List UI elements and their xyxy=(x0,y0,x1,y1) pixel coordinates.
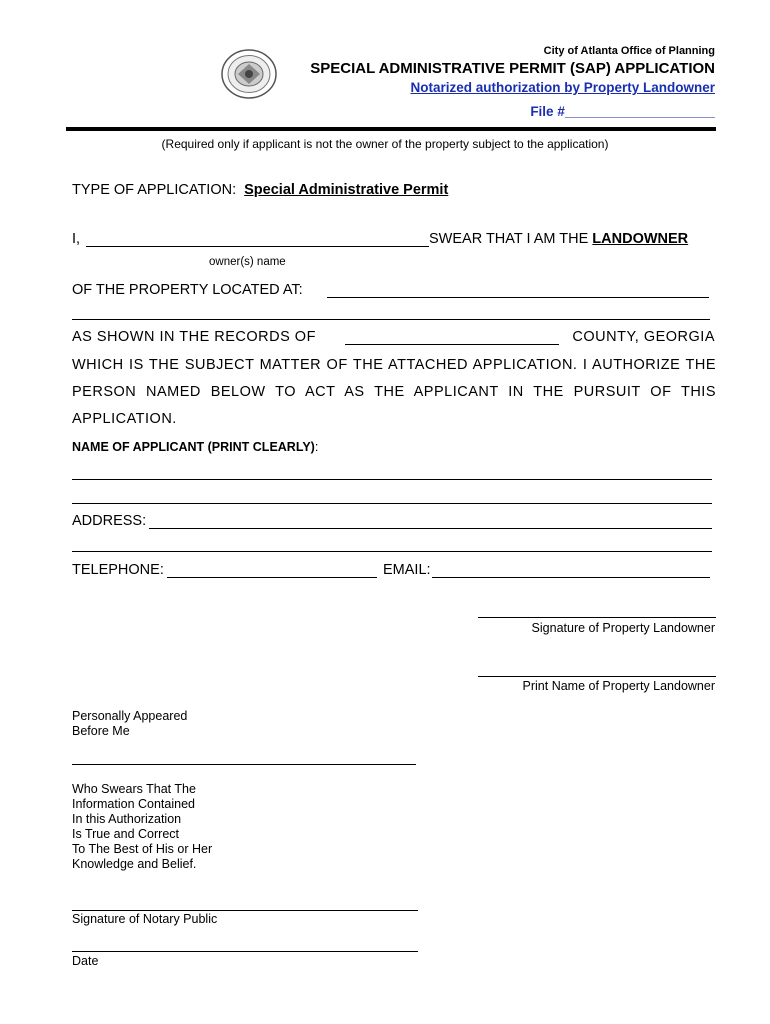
owner-name-field[interactable] xyxy=(86,246,429,247)
swear-prefix: I, xyxy=(72,231,81,247)
applicant-name-field[interactable] xyxy=(72,479,712,480)
appeared-line1: Personally Appeared xyxy=(72,709,188,723)
swears-line: To The Best of His or Her xyxy=(72,842,213,856)
swear-suffix: SWEAR THAT I AM THE xyxy=(429,231,589,247)
personally-appeared xyxy=(72,709,272,739)
landowner-word: LANDOWNER xyxy=(592,231,689,247)
city-seal-icon xyxy=(220,48,278,100)
date-label: Date xyxy=(72,954,99,968)
header-divider xyxy=(66,127,716,131)
swears-line: Who Swears That The xyxy=(72,782,196,796)
type-label: TYPE OF APPLICATION: xyxy=(72,182,237,198)
file-number-field[interactable] xyxy=(530,104,715,119)
owner-caption: owner(s) name xyxy=(209,256,286,268)
date-field[interactable] xyxy=(72,951,418,952)
property-address-field[interactable] xyxy=(327,297,709,298)
swears-line: Information Contained xyxy=(72,797,195,811)
applicant-name-colon: : xyxy=(314,440,319,454)
records-line3: PERSON NAMED BELOW TO ACT AS THE APPLICANT IN THE PURSUIT OF THIS xyxy=(72,384,716,400)
form-subtitle: Notarized authorization by Property Landowner xyxy=(410,80,715,95)
records-line4: APPLICATION. xyxy=(72,411,177,427)
address-label: ADDRESS: xyxy=(72,513,147,529)
email-field[interactable] xyxy=(432,577,710,578)
swears-line: Knowledge and Belief. xyxy=(72,857,197,871)
telephone-field[interactable] xyxy=(167,577,377,578)
landowner-signature-label: Signature of Property Landowner xyxy=(531,621,715,635)
appeared-line2: Before Me xyxy=(72,724,130,738)
telephone-label: TELEPHONE: xyxy=(72,562,164,578)
email-label: EMAIL: xyxy=(383,562,431,578)
swears-statement xyxy=(72,782,272,872)
address-field[interactable] xyxy=(149,528,712,529)
requirement-note: (Required only if applicant is not the owner of the property subject to the application) xyxy=(161,137,609,151)
applicant-name-field-2[interactable] xyxy=(72,503,712,504)
records-line1-a: AS SHOWN IN THE RECORDS OF xyxy=(72,329,316,345)
type-value: Special Administrative Permit xyxy=(244,182,449,198)
landowner-print-name-field[interactable] xyxy=(478,676,716,677)
property-address-field-2[interactable] xyxy=(72,319,710,320)
landowner-signature-field[interactable] xyxy=(478,617,716,618)
swears-line: Is True and Correct xyxy=(72,827,179,841)
swear-statement xyxy=(429,231,688,247)
type-of-application xyxy=(72,182,448,198)
applicant-name-label: NAME OF APPLICANT (PRINT CLEARLY) xyxy=(72,440,315,454)
notary-signature-field[interactable] xyxy=(72,910,418,911)
notary-signature-label: Signature of Notary Public xyxy=(72,912,218,926)
property-label: OF THE PROPERTY LOCATED AT: xyxy=(72,282,303,298)
appeared-name-field[interactable] xyxy=(72,764,416,765)
county-field[interactable] xyxy=(345,344,559,345)
swears-line: In this Authorization xyxy=(72,812,182,826)
authorization-paragraph xyxy=(72,352,716,433)
address-field-2[interactable] xyxy=(72,551,712,552)
applicant-name-heading xyxy=(72,440,318,454)
records-line1-b: COUNTY, GEORGIA xyxy=(572,329,715,345)
office-name: City of Atlanta Office of Planning xyxy=(543,45,715,57)
file-number-blank: ____________________ xyxy=(564,104,715,119)
file-number-label: File # xyxy=(530,104,565,119)
landowner-print-name-label: Print Name of Property Landowner xyxy=(522,679,715,693)
form-title: SPECIAL ADMINISTRATIVE PERMIT (SAP) APPLICATION xyxy=(310,60,715,77)
records-line2: WHICH IS THE SUBJECT MATTER OF THE ATTACHED APPLICATION. I AUTHORIZE THE xyxy=(72,357,716,373)
